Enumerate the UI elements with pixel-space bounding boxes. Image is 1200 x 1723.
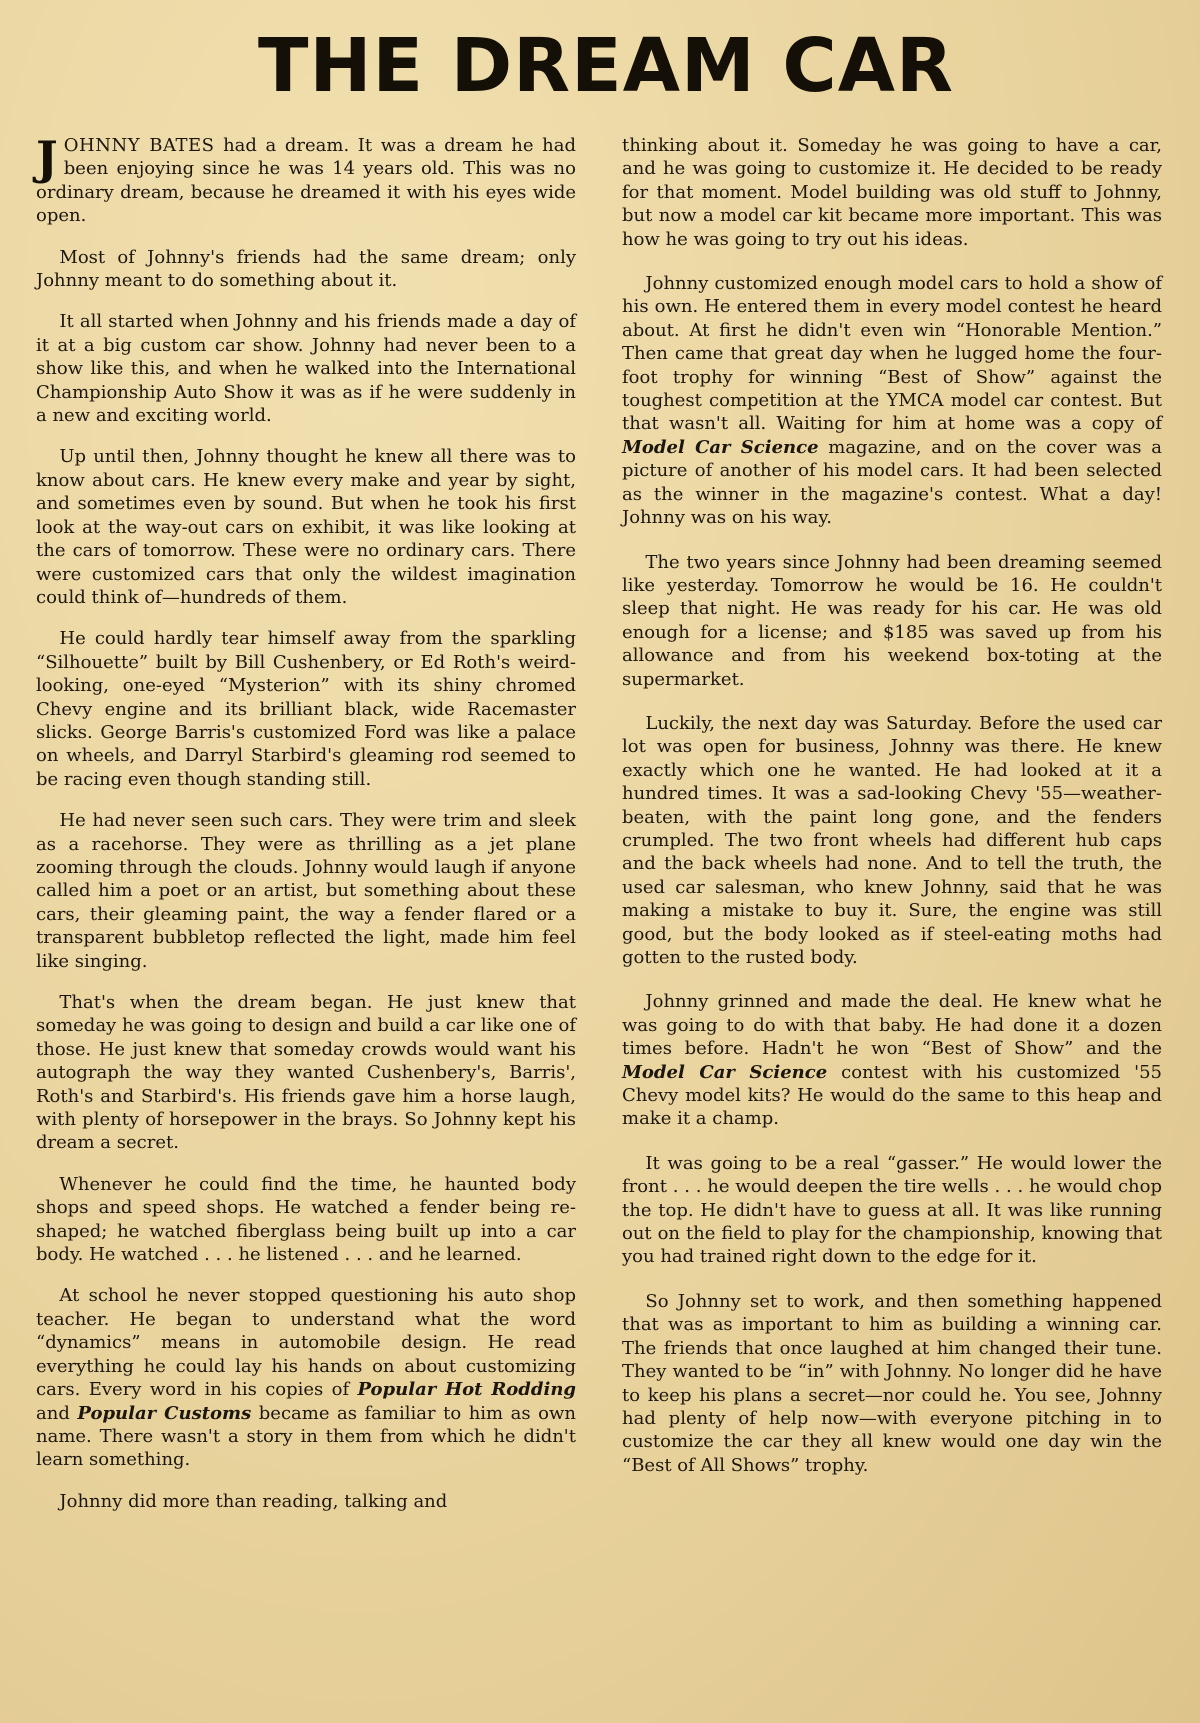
paragraph: Luckily, the next day was Saturday. Before the used car lot was open for business, Johnny was there. He knew exactly which one he wanted. He had looked at it a hundred times. It was a sad-looking Chevy '55—weather-beaten, with the paint long gone, and the fenders crumpled. The two front wheels had different hub caps and the back wheels had none. And to tell the truth, the used car salesman, who knew Johnny, said that he was making a mistake to buy it. Sure, the engine was still good, but the body looked as if steel-eating moths had gotten to the rusted body. (622, 712, 1162, 968)
paragraph-text: and (36, 1402, 78, 1424)
paragraph-text: At school he never stopped questioning his auto shop teacher. He began to understand what the word “dynamics” means in automobile design. He read everything he could lay his hands on about customizing cars. Every word in his copies of (36, 1285, 576, 1401)
paragraph: Up until then, Johnny thought he knew all there was to know about cars. He knew every make and year by sight, and sometimes even by sound. But when he took his first look at the way-out cars on exhibit, it was like looking at the cars of tomorrow. These were no ordinary cars. There were customized cars that only the wildest imagination could think of—hundreds of them. (36, 446, 576, 608)
drop-cap: J (36, 131, 58, 185)
paragraph (36, 131, 577, 228)
magazine-title: Popular Customs (77, 1402, 252, 1424)
magazine-title: Model Car Science (622, 1061, 828, 1083)
paragraph: It was going to be a real “gasser.” He would lower the front . . . he would deepen the tire wells . . . he would chop the top. He didn't have to guess at all. It was like running out on the field to play for the championship, knowing that you had trained right down to the edge for it. (622, 1152, 1162, 1268)
magazine-title: Popular Hot Rodding (357, 1379, 576, 1401)
paragraph: It all started when Johnny and his friends made a day of it at a big custom car show. Johnny had never been to a show like this, and when he walked into the International Championship Auto Show it was as if he were suddenly in a new and exciting world. (36, 311, 576, 427)
paragraph: Whenever he could find the time, he haunted body shops and speed shops. He watched a fender being re-shaped; he watched fiberglass being built up into a car body. He watched . . . he listened . . . and he learned. (36, 1173, 576, 1266)
left-column (36, 131, 577, 1531)
paragraph-text: became as familiar to him as own name. There wasn't a story in them from which he didn't learn something. (36, 1402, 577, 1471)
right-column (622, 134, 1162, 1531)
page-title: THE DREAM CAR (258, 23, 954, 109)
paragraph (36, 1284, 576, 1471)
paragraph: He had never seen such cars. They were trim and sleek as a racehorse. They were as thrilling as a jet plane zooming through the clouds. Johnny would laugh if anyone called him a poet or an artist, but something about these cars, their gleaming paint, the way a fender flared or a transparent bubbletop reflected the light, made him feel like singing. (36, 810, 576, 972)
paragraph: That's when the dream began. He just knew that someday he was going to design and build a car like one of those. He just knew that someday crowds would want his autograph the way they wanted Cushenbery's, Barris', Roth's and Starbird's. His friends gave him a horse laugh, with plenty of horsepower in the brays. So Johnny kept his dream a secret. (36, 992, 576, 1154)
paragraph-text: contest with his customized '55 Chevy model kits? He would do the same to this heap and make it a champ. (622, 1061, 1162, 1130)
paragraph (622, 990, 1162, 1130)
lead-in: OHNNY BATES (63, 135, 215, 156)
paragraph-text: had a dream. It was a dream he had been enjoying since he was 14 years old. This was no ordinary dream, because he dreamed it with his eyes wide open. (36, 135, 577, 227)
paragraph: Most of Johnny's friends had the same dream; only Johnny meant to do something about it. (36, 246, 576, 292)
paragraph: thinking about it. Someday he was going to have a car, and he was going to customize it. He decided to be ready for that moment. Model building was old stuff to Johnny, but now a model car kit became more important. This was how he was going to try out his ideas. (622, 135, 1162, 250)
magazine-title: Model Car Science (622, 436, 819, 458)
paragraph: So Johnny set to work, and then something happened that was as important to him as building a winning car. The friends that once laughed at him changed their tune. They wanted to be “in” with Johnny. No longer did he have to keep his plans a secret—nor could he. You see, Johnny had plenty of help now—with everyone pitching in to customize the car they all knew would one day win the “Best of All Shows” trophy. (622, 1290, 1162, 1476)
paragraph: He could hardly tear himself away from the sparkling “Silhouette” built by Bill Cushenbery, or Ed Roth's weird-looking, one-eyed “Mysterion” with its shiny chromed Chevy engine and its brilliant black, wide Racemaster slicks. George Barris's customized Ford was like a palace on wheels, and Darryl Starbird's gleaming rod seemed to be racing even though standing still. (36, 628, 576, 790)
article-body (36, 131, 1176, 1531)
paragraph: The two years since Johnny had been dreaming seemed like yesterday. Tomorrow he would be 16. He couldn't sleep that night. He was ready for his car. He was old enough for a license; and $185 was saved up from his allowance and from his weekend box-toting at the supermarket. (622, 551, 1162, 690)
paragraph-text: Johnny grinned and made the deal. He knew what he was going to do with that baby. He had done it a dozen times before. Hadn't he won “Best of Show” and the (622, 991, 1162, 1060)
paragraph-text: magazine, and on the cover was a picture of another of his model cars. It had been selected as the winner in the magazine's contest. What a day! Johnny was on his way. (622, 436, 1162, 529)
paragraph (622, 272, 1162, 529)
paragraph-text: Johnny customized enough model cars to hold a show of his own. He entered them in every model contest he heard about. At first he didn't even win “Honorable Mention.” Then came that great day when he lugged home the four-foot trophy for winning “Best of Show” against the toughest competition at the YMCA model car contest. But that wasn't all. Waiting for him at home was a copy of (622, 273, 1162, 435)
paragraph: Johnny did more than reading, talking and (59, 1490, 448, 1512)
